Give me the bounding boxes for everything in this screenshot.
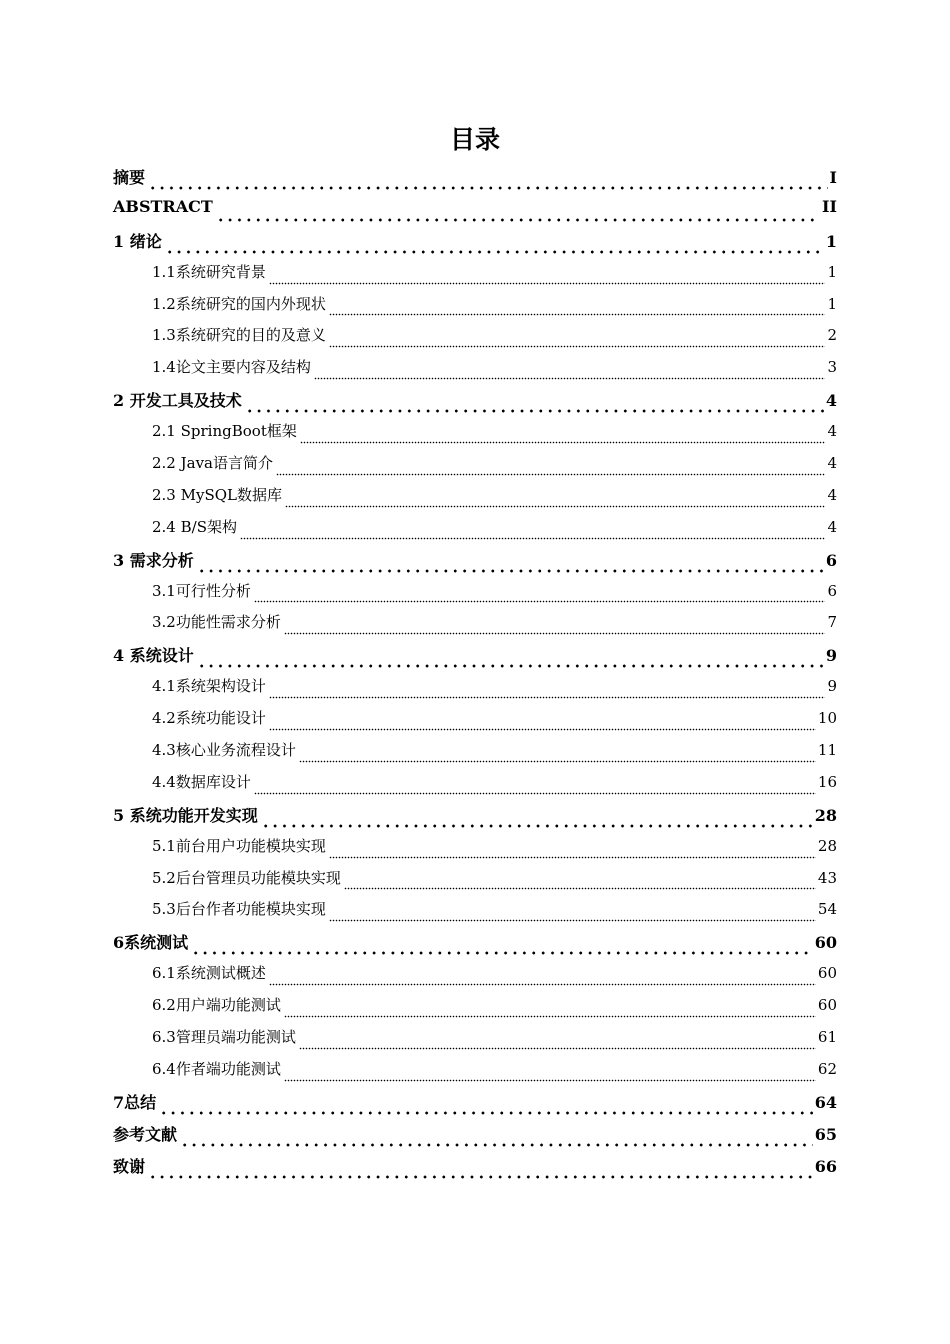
toc-entry-section-4-4[interactable] xyxy=(113,771,837,803)
toc-entry-label: 1.1系统研究背景 xyxy=(152,262,266,281)
toc-entry-section-2-2[interactable] xyxy=(113,452,837,484)
toc-entry-page: 10 xyxy=(817,709,837,728)
toc-entry-chapter-5[interactable] xyxy=(113,803,837,835)
toc-entry-page: 7 xyxy=(827,613,837,632)
toc-entry-page: 60 xyxy=(814,933,837,953)
toc-entry-abstract-cn[interactable] xyxy=(113,165,837,197)
toc-entry-chapter-7[interactable] xyxy=(113,1090,837,1122)
toc-entry-label: 摘要 xyxy=(113,168,146,187)
toc-entry-page: 4 xyxy=(827,422,837,441)
toc-entry-label: 6系统测试 xyxy=(113,933,189,953)
toc-entry-page: 60 xyxy=(817,996,837,1015)
toc-entry-page: 2 xyxy=(827,326,837,345)
toc-entry-chapter-2[interactable] xyxy=(113,388,837,420)
toc-entry-label: 4.3核心业务流程设计 xyxy=(152,741,296,760)
dot-leader xyxy=(254,792,816,795)
dot-leader xyxy=(245,409,824,413)
dot-leader xyxy=(314,377,826,380)
toc-entry-label: 参考文献 xyxy=(113,1124,178,1144)
dot-leader xyxy=(284,1015,816,1018)
toc-entry-label: 6.3管理员端功能测试 xyxy=(152,1028,296,1047)
toc-entry-label: 1.4论文主要内容及结构 xyxy=(152,358,311,377)
toc-entry-page: 65 xyxy=(814,1124,837,1144)
dot-leader xyxy=(254,600,826,603)
toc-entry-label: 7总结 xyxy=(113,1092,157,1112)
dot-leader xyxy=(329,919,816,922)
toc-entry-section-6-3[interactable] xyxy=(113,1026,837,1058)
toc-entry-label: 5.2后台管理员功能模块实现 xyxy=(152,868,341,887)
toc-entry-label: 2 开发工具及技术 xyxy=(113,391,242,411)
toc-entry-page: 1 xyxy=(827,294,837,313)
toc-entry-page: 66 xyxy=(814,1156,837,1176)
toc-entry-label: 5.1前台用户功能模块实现 xyxy=(152,836,326,855)
toc-entry-section-4-1[interactable] xyxy=(113,675,837,707)
toc-entry-label: 4.2系统功能设计 xyxy=(152,709,266,728)
toc-entry-section-5-2[interactable] xyxy=(113,867,837,899)
toc-entry-label: 2.3 MySQL数据库 xyxy=(152,485,282,504)
toc-entry-section-1-2[interactable] xyxy=(113,293,837,325)
dot-leader xyxy=(261,824,813,828)
dot-leader xyxy=(269,728,816,731)
toc-entry-page: 54 xyxy=(817,900,837,919)
toc-entry-label: 6.2用户端功能测试 xyxy=(152,996,281,1015)
toc-entry-section-6-2[interactable] xyxy=(113,994,837,1026)
toc-entry-label: 4.1系统架构设计 xyxy=(152,677,266,696)
toc-entry-section-1-3[interactable] xyxy=(113,324,837,356)
toc-entry-section-5-1[interactable] xyxy=(113,835,837,867)
page-title: 目录 xyxy=(449,125,500,154)
toc-entry-page: 1 xyxy=(827,262,837,281)
toc-entry-page: I xyxy=(829,168,837,187)
dot-leader xyxy=(329,313,826,316)
toc-entry-page: 60 xyxy=(817,964,837,983)
toc-entry-chapter-1[interactable] xyxy=(113,229,837,261)
toc-entry-section-4-2[interactable] xyxy=(113,707,837,739)
toc-entry-page: 4 xyxy=(825,391,837,411)
dot-leader xyxy=(329,856,816,859)
dot-leader xyxy=(197,664,824,668)
dot-leader xyxy=(329,345,826,348)
toc-entry-page: 28 xyxy=(814,805,837,825)
toc-entry-label: 5.3后台作者功能模块实现 xyxy=(152,900,326,919)
toc-entry-label: 2.2 Java语言简介 xyxy=(152,454,273,473)
toc-entry-page: 3 xyxy=(827,358,837,377)
toc-entry-section-1-4[interactable] xyxy=(113,356,837,388)
toc-entry-page: 9 xyxy=(825,646,837,666)
toc-entry-page: 1 xyxy=(825,231,837,251)
toc-entry-page: 61 xyxy=(817,1028,837,1047)
toc-entry-label: 1.2系统研究的国内外现状 xyxy=(152,294,326,313)
dot-leader xyxy=(299,1047,816,1050)
toc-entry-label: 1 绪论 xyxy=(113,231,162,251)
toc-entry-page: 6 xyxy=(825,550,837,570)
toc-entry-label: 4.4数据库设计 xyxy=(152,772,251,791)
toc-entry-label: 6.4作者端功能测试 xyxy=(152,1059,281,1078)
toc-entry-page: 16 xyxy=(817,772,837,791)
toc-entry-label: 4 系统设计 xyxy=(113,646,194,666)
toc-entry-page: 28 xyxy=(817,836,837,855)
toc-entry-chapter-6[interactable] xyxy=(113,930,837,962)
toc-entry-page: II xyxy=(822,196,837,216)
toc-entry-section-6-1[interactable] xyxy=(113,962,837,994)
toc-entry-references[interactable] xyxy=(113,1122,837,1154)
dot-leader xyxy=(344,887,816,890)
toc-entry-label: 2.1 SpringBoot框架 xyxy=(152,422,297,441)
toc-entry-label: 5 系统功能开发实现 xyxy=(113,805,258,825)
dot-leader xyxy=(276,473,825,476)
toc-entry-label: 3 需求分析 xyxy=(113,550,194,570)
toc-entry-label: 3.1可行性分析 xyxy=(152,581,251,600)
toc-entry-page: 4 xyxy=(827,485,837,504)
toc-entry-section-2-4[interactable] xyxy=(113,516,837,548)
toc-entry-label: 6.1系统测试概述 xyxy=(152,964,266,983)
toc-entry-page: 4 xyxy=(827,517,837,536)
dot-leader xyxy=(284,632,826,635)
toc-entry-section-2-1[interactable] xyxy=(113,420,837,452)
toc-entry-page: 11 xyxy=(817,741,837,760)
table-of-contents xyxy=(113,165,837,1186)
toc-entry-label: 3.2功能性需求分析 xyxy=(152,613,281,632)
toc-entry-label: 2.4 B/S架构 xyxy=(152,517,237,536)
toc-entry-section-2-3[interactable] xyxy=(113,484,837,516)
toc-entry-section-6-4[interactable] xyxy=(113,1058,837,1090)
dot-leader xyxy=(269,983,816,986)
toc-entry-section-3-2[interactable] xyxy=(113,611,837,643)
dot-leader xyxy=(285,505,825,508)
toc-entry-page: 6 xyxy=(827,581,837,600)
toc-entry-label: 致谢 xyxy=(113,1156,146,1176)
dot-leader xyxy=(216,218,820,222)
toc-entry-page: 4 xyxy=(827,454,837,473)
dot-leader xyxy=(300,441,826,444)
toc-entry-page: 64 xyxy=(814,1092,837,1112)
dot-leader xyxy=(180,1143,813,1147)
toc-entry-chapter-3[interactable] xyxy=(113,548,837,580)
dot-leader xyxy=(159,1111,813,1115)
toc-entry-acknowledgements[interactable] xyxy=(113,1154,837,1186)
toc-entry-page: 43 xyxy=(817,868,837,887)
dot-leader xyxy=(299,760,816,763)
dot-leader xyxy=(148,1175,813,1179)
toc-entry-label: ABSTRACT xyxy=(113,196,213,216)
toc-entry-page: 9 xyxy=(827,677,837,696)
toc-entry-section-1-1[interactable] xyxy=(113,261,837,293)
toc-entry-abstract-en[interactable] xyxy=(113,197,837,229)
dot-leader xyxy=(165,250,824,254)
dot-leader xyxy=(240,537,825,540)
toc-entry-chapter-4[interactable] xyxy=(113,643,837,675)
toc-entry-section-3-1[interactable] xyxy=(113,580,837,612)
toc-entry-section-5-3[interactable] xyxy=(113,898,837,930)
toc-entry-page: 62 xyxy=(817,1059,837,1078)
dot-leader xyxy=(269,282,826,285)
dot-leader xyxy=(191,951,813,955)
dot-leader xyxy=(269,696,826,699)
dot-leader xyxy=(284,1079,816,1082)
toc-entry-label: 1.3系统研究的目的及意义 xyxy=(152,326,326,345)
dot-leader xyxy=(148,186,828,190)
toc-entry-section-4-3[interactable] xyxy=(113,739,837,771)
dot-leader xyxy=(197,569,824,573)
